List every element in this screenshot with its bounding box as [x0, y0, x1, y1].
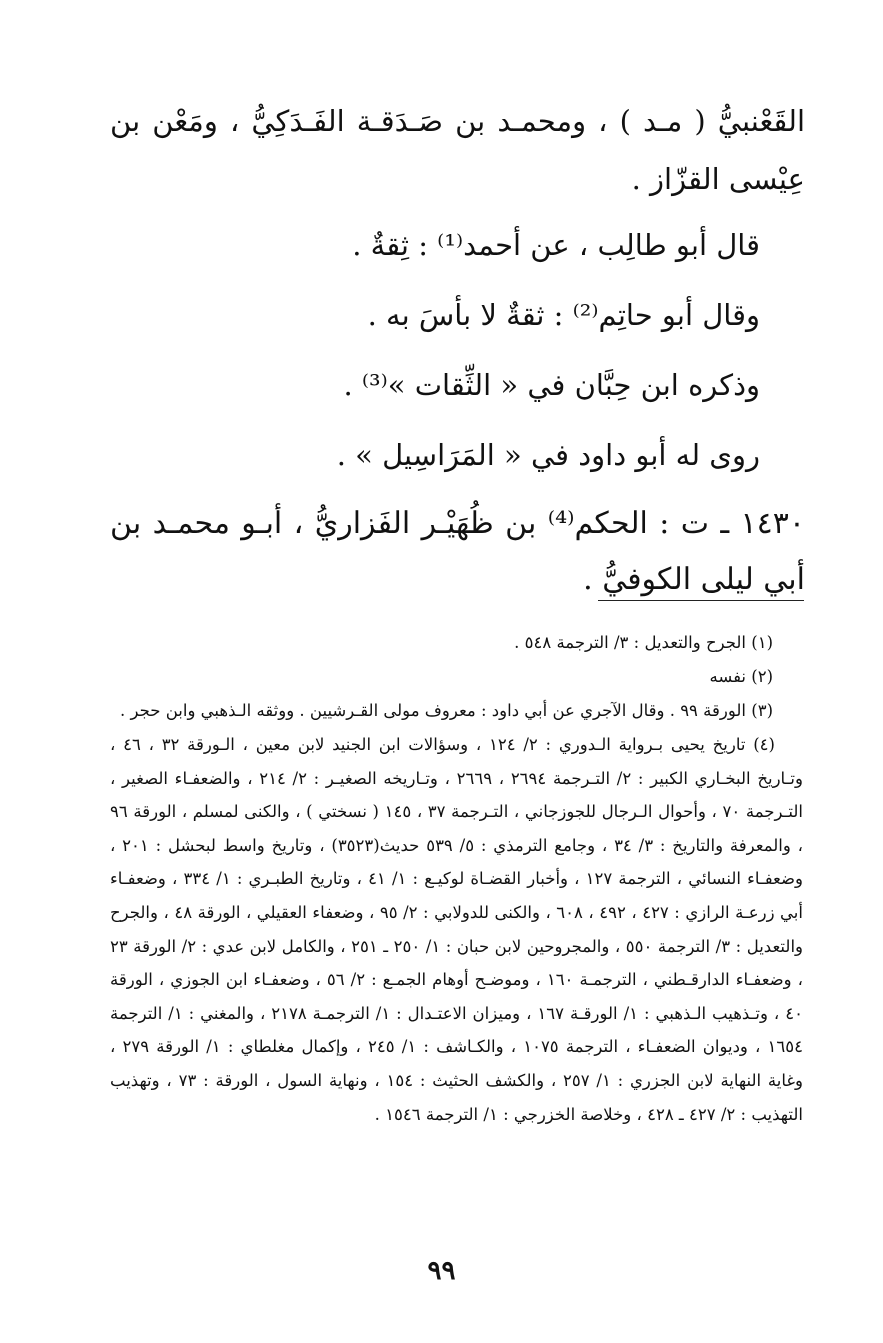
main-text-block: [110, 92, 805, 608]
footnote: (١) الجرح والتعديل : ٣/ الترجمة ٥٤٨ .: [514, 633, 773, 652]
biography-entry: ١٤٣٠ ـ ت : الحكم⁽⁴⁾ بن ظُهَيْـر الفَزاريُّ ، أبـو محمـد بن أبي ليلى الكوفيُّ .: [110, 506, 805, 597]
footnote: (٤) تاريخ يحيى بـرواية الـدوري : ٢/ ١٢٤ ، وسؤالات ابن الجنيد لابن معين ، الـورقة ٣٢ ، ٤٦ ، وتـاريخ البخـاري الكبير : ٢/ التـرجمة ٢٦٩٤ ، ٢٦٦٩ ، وتـاريخه الصغيـر : ٢/ ٢١٤ ، والضعفـاء الصغير ، التـرجمة ٧٠ ، وأحوال الـرجال للجوزجاني ، التـرجمة ٣٧ ، ١٤٥ ( نسختي ) ، والكنى لمسلم ، الورقة ٩٦ ، والمعرفة والتاريخ : ٣/ ٣٤ ، وجامع الترمذي : ٥/ ٥٣٩ حديث(٣٥٢٣) ، وتاريخ واسط لبحشل : ٢٠١ ، وضعفـاء النسائي ، الترجمة ١٢٧ ، وأخبار القضـاة لوكيـع : ١/ ٤١ ، وتاريخ الطبـري : ١/ ٣٣٤ ، وضعفـاء أبي زرعـة الرازي : ٤٢٧ ، ٤٩٢ ، ٦٠٨ ، والكنى للدولابي : ٢/ ٩٥ ، وضعفاء العقيلي ، الورقة ٤٨ ، والجرح والتعديل : ٣/ الترجمة ٥٥٠ ، والمجروحين لابن حبان : ١/ ٢٥٠ ـ ٢٥١ ، والكامل لابن عدي : ٢/ الورقة ٢٣ ، وضعفـاء الدارقـطني ، الترجمـة ١٦٠ ، وموضـح أوهام الجمـع : ٢/ ٥٦ ، وضعفـاء ابن الجوزي ، الورقة ٤٠ ، وتـذهيب الـذهبي : ١/ الورقـة ١٦٧ ، وميزان الاعتـدال : ١/ الترجمـة ٢١٧٨ ، والمغني : ١/ الترجمة ١٦٥٤ ، وديوان الضعفـاء ، الترجمة ١٠٧٥ ، والكـاشف : ١/ ٢٤٥ ، وإكمال مغلطاي : ١/ الورقة ٢٧٩ ، وغاية النهاية لابن الجزري : ١/ ٢٥٧ ، والكشف الحثيث : ١٥٤ ، ونهاية السول ، الورقة : ٧٣ ، وتهذيب التهذيب : ٢/ ٤٢٧ ـ ٤٢٨ ، وخلاصة الخزرجي : ١/ الترجمة ١٥٤٦ .: [110, 735, 804, 1124]
text-paragraph: روى له أبو داود في « المَرَاسِيل » .: [336, 438, 760, 472]
text-line-continuation: القَعْنبيُّ ( مـد ) ، ومحمـد بن صَـدَقـة الفَـدَكِيُّ ، ومَعْن بن عِيْسى القزّاز .: [110, 104, 805, 196]
page-number: ٩٩: [427, 1256, 456, 1286]
text-paragraph: وقال أبو حاتِم⁽²⁾ : ثقةٌ لا بأسَ به .: [367, 298, 760, 332]
text-paragraph: وذكره ابن حِبَّان في « الثِّقات »⁽³⁾ .: [343, 368, 760, 402]
footnote: (٣) الورقة ٩٩ . وقال الآجري عن أبي داود : معروف مولى القـرشيين . ووثقه الـذهبي وابن حجر .: [120, 701, 773, 720]
text-paragraph: قال أبو طالِب ، عن أحمد⁽¹⁾ : ثِقةٌ .: [352, 228, 760, 262]
footnote: (٢) نفسه: [709, 667, 773, 686]
footnote-separator: [598, 600, 804, 601]
footnotes-block: [110, 626, 803, 1131]
